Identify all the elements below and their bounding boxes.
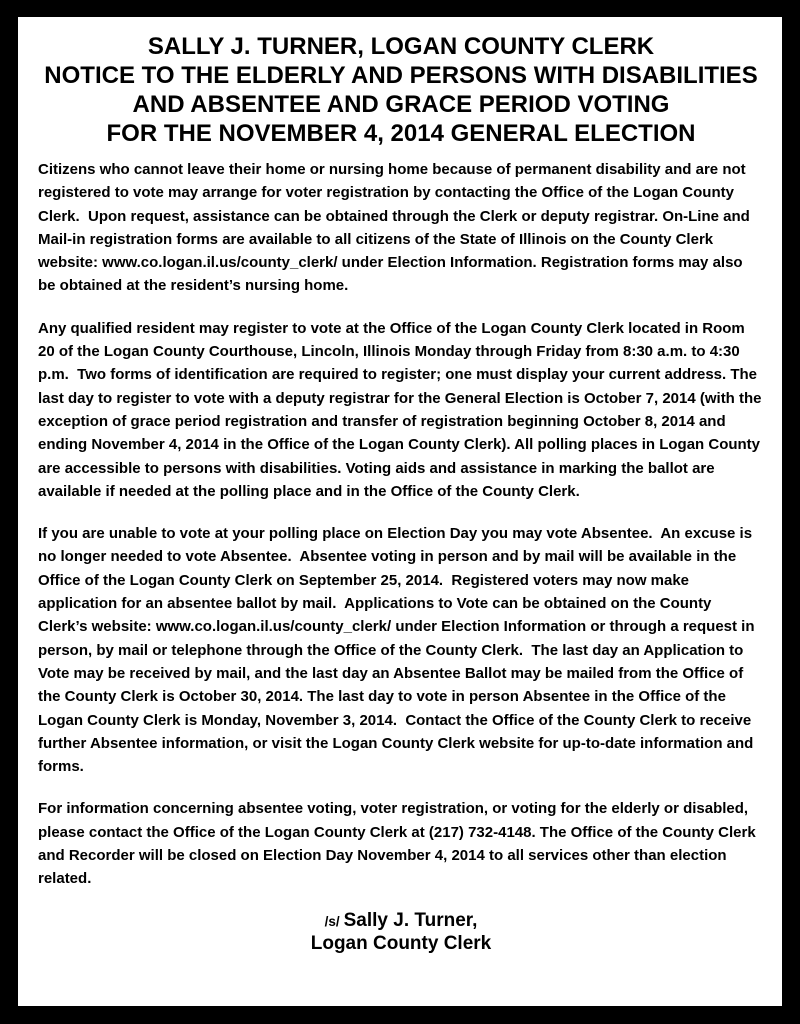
signature-block (38, 910, 764, 955)
signature-name-line (38, 910, 764, 933)
paragraph-contact-information: For information concerning absentee voting, voter registration, or voting for the elderly or disabled, please contact the Office of the Logan County Clerk at (217) 732-4148. The Office of the County Clerk and Recorder will be closed on Election Day November 4, 2014 to all services other than election related. (38, 800, 760, 888)
paragraph-register-in-office: Any qualified resident may register to vote at the Office of the Logan County Clerk located in Room 20 of the Logan County Courthouse, Lincoln, Illinois Monday through Friday from 8:30 a.m. to 4:30 p.m. Two forms of identification are required to register; one must display your current address. The last day to register to vote with a deputy registrar for the General Election is October 7, 2014 (with the exception of grace period registration and transfer of registration beginning October 8, 2014 and ending November 4, 2014 in the Office of the Logan County Clerk). All polling places in Logan County are accessible to persons with disabilities. Voting aids and assistance in marking the ballot are available if needed at the polling place and in the Office of the County Clerk. (38, 319, 766, 500)
notice-title-line-4: FOR THE NOVEMBER 4, 2014 GENERAL ELECTION (106, 120, 696, 147)
signature-s-mark: /s/ (324, 913, 340, 929)
paragraph-absentee-voting: If you are unable to vote at your polling place on Election Day you may vote Absentee. An excuse is no longer needed to vote Absentee. Absentee voting in person and by mail will be available in the Office of the Logan County Clerk on September 25, 2014. Registered voters may now make application for an absentee ballot by mail. Applications to Vote can be obtained on the County Clerk’s website: www.co.logan.il.us/county_clerk/ under Election Information or through a request in person, by mail or telephone through the Office of the County Clerk. The last day an Application to Vote may be received by mail, and the last day an Absentee Ballot may be mailed from the Office of the County Clerk is October 30, 2014. The last day to vote in person Absentee in the Office of the Logan County Clerk is Monday, November 3, 2014. Contact the Office of the County Clerk to receive further Absentee information, or visit the Logan County Clerk website for up-to-date information and forms. (38, 525, 759, 776)
notice-title-line-1: SALLY J. TURNER, LOGAN COUNTY CLERK (147, 33, 655, 60)
notice-title (38, 32, 764, 148)
paragraph-homebound-registration: Citizens who cannot leave their home or nursing home because of permanent disability and are not registered to vote may arrange for voter registration by contacting the Office of the Logan County Clerk. Upon request, assistance can be obtained through the Clerk or deputy registrar. On-Line and Mail-in registration forms are available to all citizens of the State of Illinois on the County Clerk website: www.co.logan.il.us/county_clerk/ under Election Information. Registration forms may also be obtained at the resident’s nursing home. (38, 161, 754, 295)
notice-title-line-3: AND ABSENTEE AND GRACE PERIOD VOTING (132, 91, 670, 118)
notice-document (18, 17, 782, 1006)
signature-name: Sally J. Turner, (343, 909, 478, 931)
signature-title: Logan County Clerk (310, 932, 492, 954)
notice-body (38, 158, 764, 891)
notice-title-line-2: NOTICE TO THE ELDERLY AND PERSONS WITH DISABILITIES (44, 62, 758, 89)
